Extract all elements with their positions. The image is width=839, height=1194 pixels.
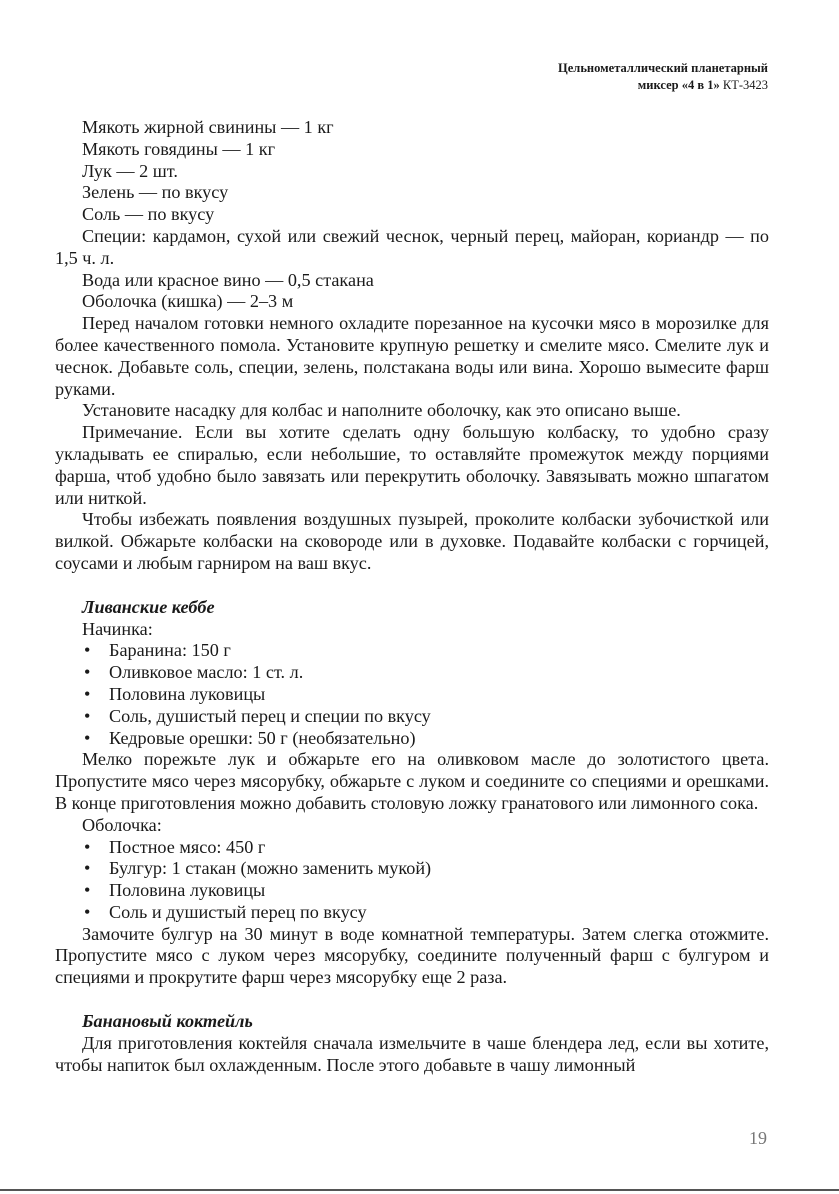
- ingredient-line: Лук — 2 шт.: [82, 160, 178, 181]
- running-header: [558, 60, 768, 94]
- shell-label: Оболочка:: [82, 814, 162, 835]
- section-spacer: [55, 575, 769, 597]
- list-item: • Половина луковицы: [55, 880, 769, 902]
- instruction-paragraph: Установите насадку для колбас и наполните оболочку, как это описано выше.: [82, 400, 681, 421]
- header-line-2: [558, 77, 768, 94]
- ingredient-list: [55, 117, 769, 313]
- banana-instructions: Для приготовления коктейля сначала измельчите в чаше блендера лед, если вы хотите, чтобы напиток был охлажденным. После этого добавьте в чашу лимонный: [55, 1032, 769, 1075]
- list-item: • Баранина: 150 г: [55, 640, 769, 662]
- list-item: • Булгур: 1 стакан (можно заменить мукой): [55, 858, 769, 880]
- kebbe-title: Ливанские кеббе: [82, 596, 215, 617]
- header-line-1: Цельнометаллический планетарный: [558, 61, 768, 75]
- section-spacer: [55, 989, 769, 1011]
- page-number: 19: [749, 1128, 767, 1148]
- instruction-paragraph: Перед началом готовки немного охладите порезанное на кусочки мясо в морозилке для более качественного помола. Установите крупную решетку и смелите мясо. Смелите лук и чеснок. Добавьте соль, специи, зелень, полстакана воды или вина. Хорошо вымесите фарш руками.: [55, 313, 769, 399]
- ingredient-line: Соль — по вкусу: [82, 204, 215, 225]
- note-paragraph: Примечание. Если вы хотите сделать одну большую колбаску, то удобно сразу укладывать ее спиралью, если небольшие, то оставляйте промежуток между порциями фарша, чтоб удобно было завязать или перекрутить оболочку. Завязывать можно шпагатом или ниткой.: [55, 422, 769, 508]
- ingredient-line: Мякоть говядины — 1 кг: [82, 138, 276, 159]
- page-content: [55, 117, 769, 1076]
- ingredient-line: Вода или красное вино — 0,5 стакана: [82, 269, 374, 290]
- list-item: • Половина луковицы: [55, 684, 769, 706]
- list-item: • Постное мясо: 450 г: [55, 837, 769, 859]
- filling-instructions: Мелко порежьте лук и обжарьте его на оливковом масле до золотистого цвета. Пропустите мясо через мясорубку, обжарьте с луком и соедините со специями и орешками. В конце приготовления можно добавить столовую ложку гранатового или лимонного сока.: [55, 749, 769, 813]
- shell-instructions: Замочите булгур на 30 минут в воде комнатной температуры. Затем слегка отожмите. Пропустите мясо с луком через мясорубку, соедините полученный фарш с булгуром и специями и прокрутите фарш через мясорубку еще 2 раза.: [55, 923, 769, 988]
- banana-title: Банановый коктейль: [82, 1011, 253, 1032]
- shell-list: [55, 837, 769, 924]
- header-model: КТ-3423: [719, 78, 768, 92]
- list-item: • Соль, душистый перец и специи по вкусу: [55, 706, 769, 728]
- instruction-paragraph: Чтобы избежать появления воздушных пузырей, проколите колбаски зубочисткой или вилкой. Обжарьте колбаски на сковороде или в духовке. Подавайте колбаски с горчицей, соусами и любым гарниром на ваш вкус.: [55, 509, 769, 573]
- spices-line: Специи: кардамон, сухой или свежий чеснок, черный перец, майоран, кориандр — по 1,5 ч. л.: [55, 225, 769, 268]
- list-item: • Оливковое масло: 1 ст. л.: [55, 662, 769, 684]
- filling-list: [55, 640, 769, 749]
- bottom-rule: [0, 1189, 839, 1191]
- list-item: • Кедровые орешки: 50 г (необязательно): [55, 728, 769, 750]
- header-product: миксер «4 в 1»: [637, 78, 720, 92]
- ingredient-line: Зелень — по вкусу: [82, 182, 229, 203]
- list-item: • Соль и душистый перец по вкусу: [55, 902, 769, 924]
- ingredient-line: Оболочка (кишка) — 2–3 м: [82, 291, 294, 312]
- ingredient-line: Мякоть жирной свинины — 1 кг: [82, 117, 334, 137]
- filling-label: Начинка:: [82, 618, 153, 639]
